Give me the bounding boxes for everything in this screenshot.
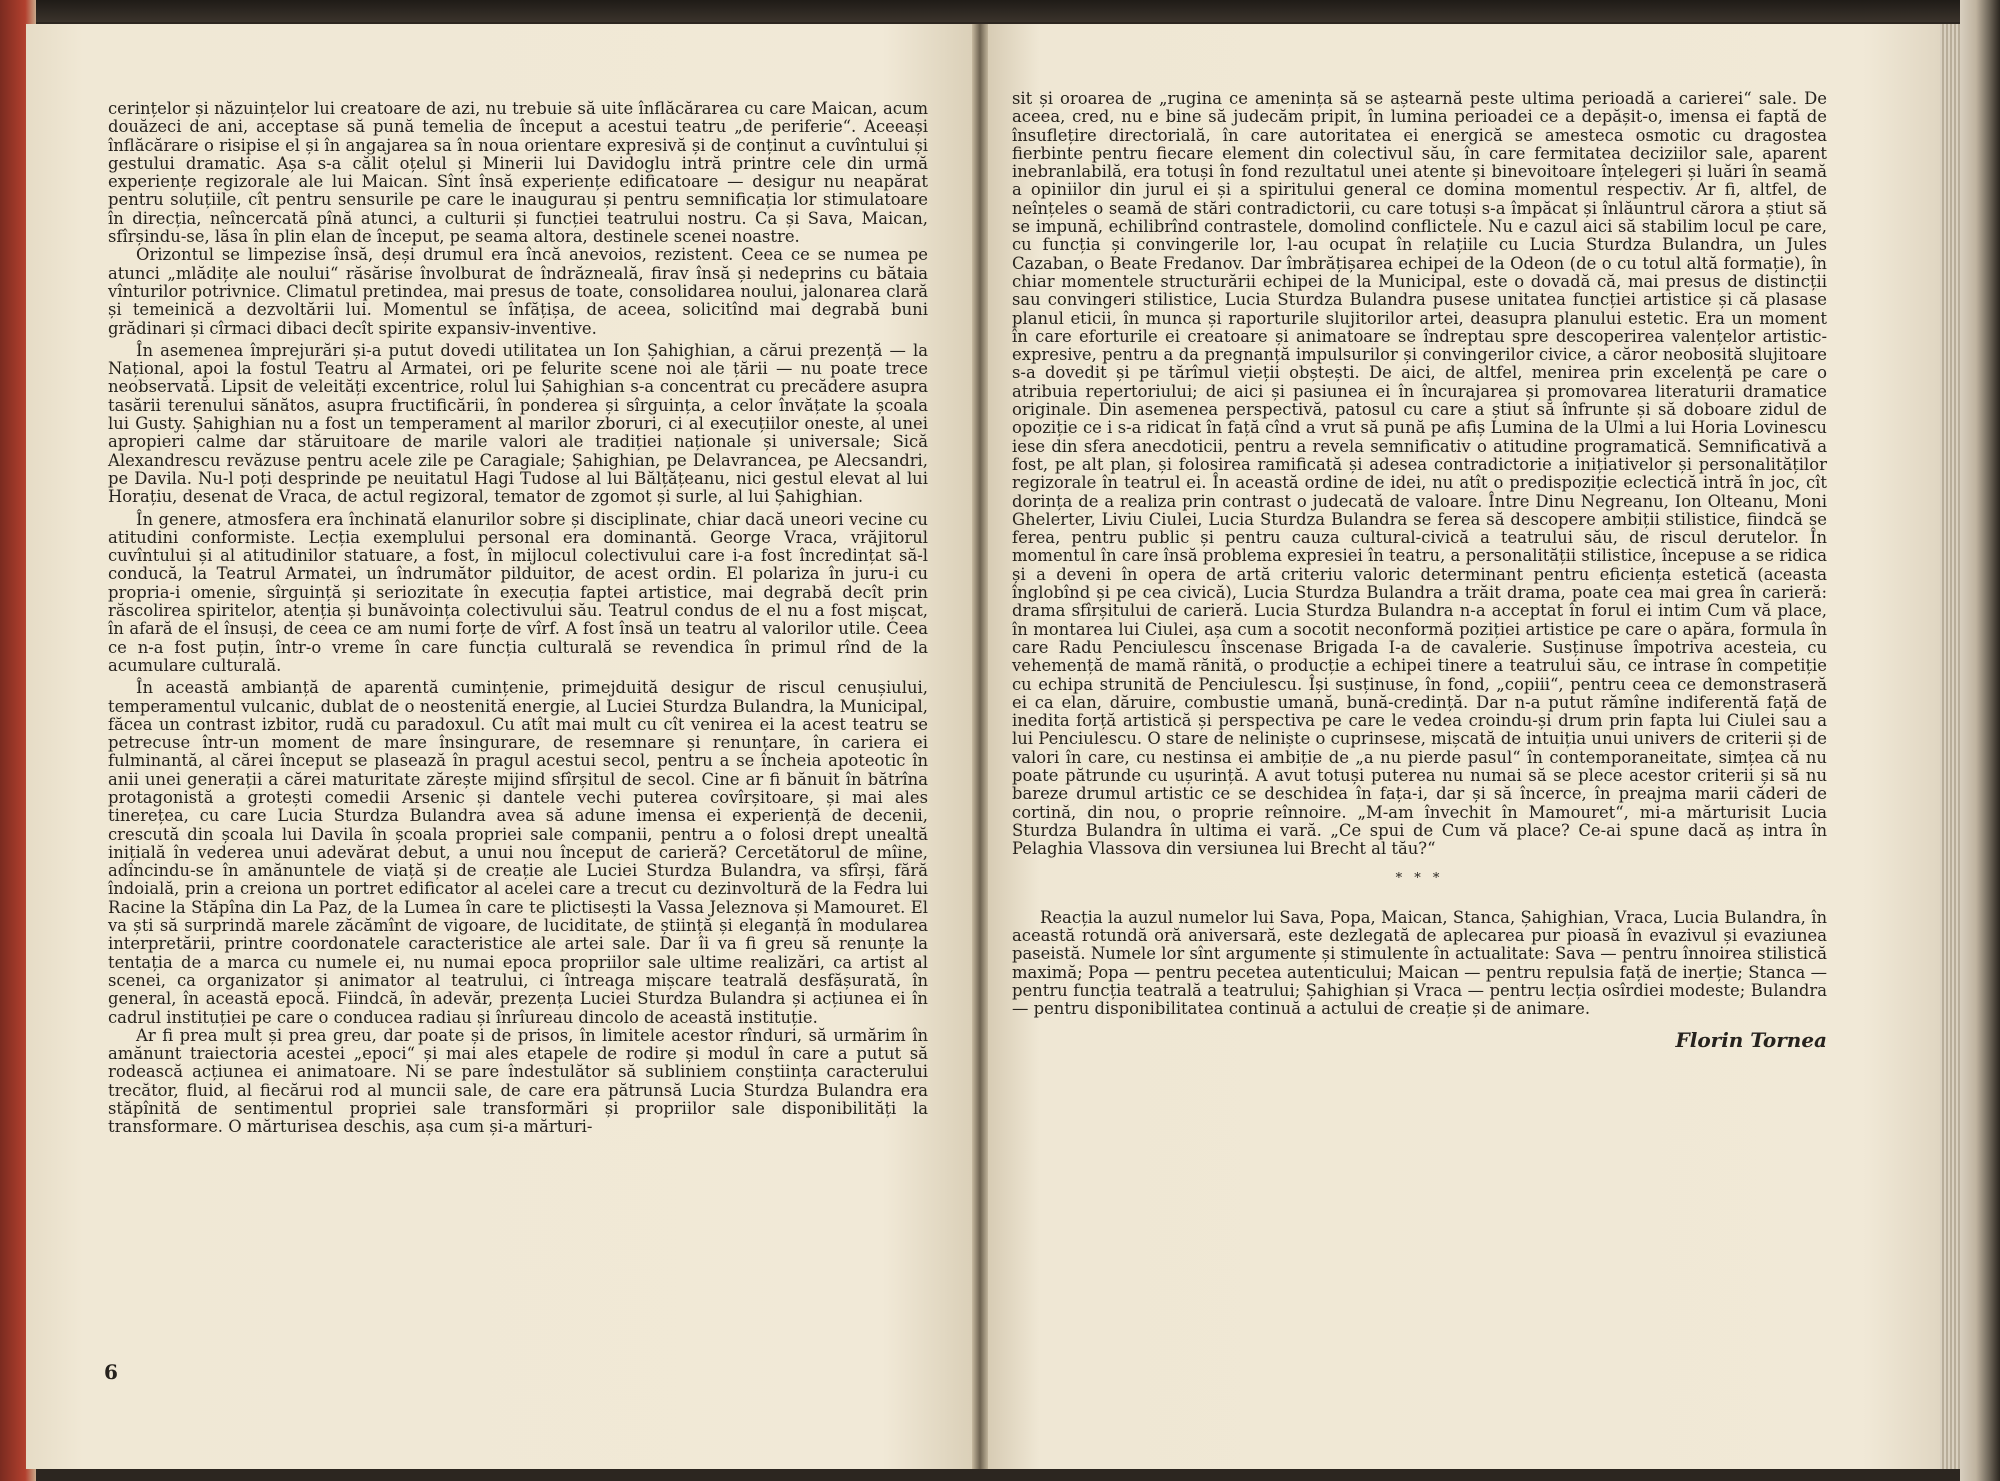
author-signature: Florin Tornea (1675, 1027, 1827, 1052)
right-text-column (1012, 89, 1827, 1052)
paragraph: În genere, atmosfera era închinată elanurilor sobre și disciplinate, chiar dacă uneori vecine cu atitudini conformiste. Lecția exemplului personal era dominantă. George Vraca, vrăjitorul cuvîntului și al atitudinilor statuare, a fost, în mijlocul colectivului care i-a fost încredințat să-l conducă, la Teatrul Armatei, un îndrumător pilduitor, de acest ordin. El polariza în juru-i cu propria-i omenie, sîrguință și seriozitate în execuția faptei artistice, mai degrabă decît prin răscolirea spiritelor, atenția și bunăvoința colectivului său. Teatrul condus de el nu a fost mișcat, în afară de el însuși, de ceea ce am numi forțe de vîrf. A fost însă un teatru al valorilor utile. Ceea ce n-a fost puțin, într-o vreme în care funcția culturală se revendica în primul rînd de la acumulare culturală. (108, 509, 928, 675)
paragraph: sit și oroarea de „rugina ce amenința să se aștearnă peste ultima perioadă a carierei“ sale. De aceea, cred, nu e bine să judecăm pripit, în lumina perioadei ce a depășit-o, imensa ei faptă de însuflețire directorială, în care autoritatea ei energică se amesteca osmotic cu dragostea fierbinte pentru fiecare element din colectivul său, în care fermitatea deciziilor sale, aparent inebranlabilă, era totuși în fond rezultatul unei atente și binevoitoare înțelegeri și luări în seamă a opiniilor din jurul ei și a spiritului general ce domina momentul respectiv. Ar fi, altfel, de neînțeles o seamă de stări contradictorii, cu care totuși s-a împăcat și înlăuntrul cărora a știut să se impună, echilibrînd contrastele, domolind conflictele. Nu e cazul aici să stabilim locul pe care, cu funcția și convingerile lor, l-au ocupat în relațiile cu Lucia Sturdza Bulandra, un Jules Cazaban, o Beate Fredanov. Dar îmbrățișarea echipei de la Odeon (de o cu totul altă formație), în chiar momentele structurării echipei de la Municipal, este o dovadă că, mai presus de distincții sau convingeri stilistice, Lucia Sturdza Bulandra pusese unitatea funcției artistice și că plasase planul eticii, în munca și raporturile slujitorilor artei, deasupra planului estetic. Era un moment în care eforturile ei creatoare și animatoare se îndreptau spre descoperirea valențelor artistic-expresive, pentru a da pregnanță impulsurilor și convingerilor civice, a căror neobosită slujitoare s-a dovedit și pe tărîmul vieții obștești. De aici, de altfel, menirea prin excelență pe care o atribuia repertoriului; de aici și pasiunea ei în încurajarea și promovarea literaturii dramatice originale. Din asemenea perspectivă, patosul cu care a știut să înfrunte și să doboare zidul de opoziție ce i s-a ridicat în față cînd a vrut să pună pe afiș Lumina de la Ulmi a lui Horia Lovinescu iese din sfera anecdoticii, pentru a revela semnificativ o atitudine programatică. Semnificativă a fost, pe alt plan, și folosirea ramificată și adesea contradictorie a inițiativelor și personalităților regizorale în teatrul ei. În această ordine de idei, nu atît o predispoziție eclectică intră în joc, cît dorința de a realiza prin contrast o judecată de valoare. Între Dinu Negreanu, Ion Olteanu, Moni Ghelerter, Liviu Ciulei, Lucia Sturdza Bulandra se ferea să descopere ambiții stilistice, fiindcă se ferea, pentru public și pentru cauza cultural-civică a teatrului său, de riscul derutelor. În momentul în care însă problema expresiei în teatru, a personalității stilistice, începuse a se ridica și a deveni în opera de artă criteriu valoric determinant pentru eficiența estetică (aceasta înglobînd și pe cea civică), Lucia Sturdza Bulandra a trăit drama, poate cea mai grea în carieră: drama sfîrșitului de carieră. Lucia Sturdza Bulandra n-a acceptat în forul ei intim Cum vă place, în montarea lui Ciulei, așa cum a socotit neconformă poziției artistice pe care o apăra, formula în care Radu Penciulescu înscenase Brigada I-a de cavalerie. Susținuse împotriva acesteia, cu vehemență de mamă rănită, o producție a echipei tinere a teatrului său, ce intrase în competiție cu echipa strunită de Penciulescu. Își susținuse, în fond, „copiii“, pentru ceea ce demonstraseră ei ca elan, dăruire, combustie umană, bună-credință. Dar n-a putut rămîne indiferentă față de inedita forță artistică și perspectiva pe care le vedea croindu-și drum prin fapta lui Ciulei sau a lui Penciulescu. O stare de neliniște o cuprinsese, mișcată de intuiția unui univers de criterii și de valori în care, cu nestinsa ei ambiție de „a nu pierde pasul“ în contemporaneitate, simțea că nu poate pătrunde cu ușurință. A avut totuși puterea nu numai să se plece acestor criterii și să nu bareze drumul artistic ce se deschidea în fața-i, dar și să încerce, în preajma marii căderi de cortină, din nou, o proprie reînnoire. „M-am învechit în Mamouret“, mi-a mărturisit Lucia Sturdza Bulandra în ultima ei vară. „Ce spui de Cum vă place? Ce-ai spune dacă aș intra în Pelaghia Vlassova din versiunea lui Brecht al tău?“ (1012, 89, 1827, 859)
cover-top-edge (0, 0, 2000, 22)
section-separator: * * * (1395, 871, 1444, 887)
paragraph: cerințelor și năzuințelor lui creatoare de azi, nu trebuie să uite înflăcărarea cu care Maican, acum douăzeci de ani, acceptase să pună temelia de început a acestui teatru „de periferie“. Aceeași înflăcărare o risipise el și în angajarea sa în noua orientare expresivă și de conținut a cuvîntului și gestului dramatic. Așa s-a călit oțelul și Minerii lui Davidoglu intră printre cele din urmă experiențe regizorale ale lui Maican. Sînt însă experiențe edificatoare — desigur nu neapărat pentru soluțiile, cît pentru sensurile pe care le inaugurau și pentru semnificația lor stimulatoare în direcția, neîncercată pînă atunci, a culturii și funcției teatrului nostru. Ca și Sava, Maican, sfîrșindu-se, lăsa în plin elan de început, pe seama altora, destinele scenei noastre. (108, 99, 928, 247)
paragraph: În această ambianță de aparentă cumințenie, primejduită desigur de riscul cenușiului, temperamentul vulcanic, dublat de o neostenită energie, al Luciei Sturdza Bulandra, la Municipal, făcea un contrast izbitor, rudă cu paradoxul. Cu atît mai mult cu cît venirea ei la acest teatru se petrecuse într-un moment de mare însingurare, de resemnare și renunțare, în cariera ei fulminantă, al cărei început se plasează în pragul acestui secol, pentru a se încheia apoteotic în anii unei generații a cărei maturitate zărește mijind sfîrșitul de secol. Cine ar fi bănuit în bătrîna protagonistă a grotești comedii Arsenic și dantele vechi puterea covîrșitoare, și mai ales tinerețea, cu care Lucia Sturdza Bulandra avea să adune imensa ei experiență de decenii, crescută din școala lui Davila în școala propriei sale companii, pentru a o folosi drept unealtă inițială în vederea unui adevărat debut, a unui nou început de carieră? Cercetătorul de mîine, adîncindu-se în amănuntele de viață și de creație ale Luciei Sturdza Bulandra, va sfîrși, fără îndoială, prin a creiona un portret edificator al acelei care a trecut cu dezinvoltură de la Fedra lui Racine la Stăpîna din La Paz, de la Lumea în care te plictisești la Vassa Jeleznova și Mamouret. El va ști să surprindă marele zăcămînt de vigoare, de luciditate, de știință și eleganță în modularea interpretării, printre coordonatele caracteristice ale artei sale. Dar îi va fi greu să renunțe la tentația de a marca cu numele ei, nu numai epoca propriilor sale ultime realizări, ca artist al scenei, ca organizator și animator al teatrului, ci întreaga mișcare teatrală desfășurată, în general, în această epocă. Fiindcă, în adevăr, prezența Luciei Sturdza Bulandra și acțiunea ei în cadrul instituției pe care o conducea radiau și înrîureau dincolo de această instituție. (108, 678, 928, 1027)
page-number: 6 (104, 1360, 118, 1384)
paragraph: În asemenea împrejurări și-a putut dovedi utilitatea un Ion Șahighian, a cărui prezență — la Național, apoi la fostul Teatru al Armatei, ori pe felurite scene noi ale țării — nu poate trece neobservată. Lipsit de veleități excentrice, rolul lui Șahighian s-a concentrat cu precădere asupra tasării terenului sănătos, asupra fructificării, în ponderea și sîrguința, a celor învățate la școala lui Gusty. Șahighian nu a fost un temperament al marilor zboruri, ci al execuțiilor oneste, al unei apropieri calme dar stăruitoare de marile valori ale tradiției naționale și universale; Sică Alexandrescu revăzuse pentru acele zile pe Caragiale; Șahighian, pe Delavrancea, pe Alecsandri, pe Davila. Nu-l poți desprinde pe neuitatul Hagi Tudose al lui Bălțățeanu, nici gestul elevat al lui Horațiu, desenat de Vraca, de actul regizoral, temator de zgomot și surle, al lui Șahighian. (108, 340, 928, 507)
book-gutter (972, 24, 988, 1469)
paragraph: Reacția la auzul numelor lui Sava, Popa, Maican, Stanca, Șahighian, Vraca, Lucia Bulandra, în această rotundă oră aniversară, este dezlegată de aplecarea pur pioasă în evazivul și evaziunea paseistă. Numele lor sînt argumente și stimulente în actualitate: Sava — pentru înnoirea stilistică maximă; Popa — pentru pecetea autenticului; Maican — pentru repulsia față de inerție; Stanca — pentru funcția teatrală a teatrului; Șahighian și Vraca — pentru lecția osîrdiei modeste; Bulandra — pentru disponibilitatea continuă a actului de creație și de animare. (1012, 907, 1827, 1019)
page-edges (1940, 24, 1960, 1469)
paragraph: Ar fi prea mult și prea greu, dar poate și de prisos, în limitele acestor rînduri, să urmărim în amănunt traiectoria acestei „epoci“ și mai ales etapele de rodire și modul în care a putut să rodească acțiunea ei animatoare. Ni se pare îndestulător să subliniem conștiința caracterului trecător, fluid, al fiecărui rod al muncii sale, de care era pătrunsă Lucia Sturdza Bulandra era stăpînită de sentimentul propriei sale transformări și propriilor sale disponibilități la transformare. O mărturisea deschis, așa cum și-a mărturi- (108, 1025, 928, 1137)
paragraph: Orizontul se limpezise însă, deși drumul era încă anevoios, rezistent. Ceea ce se numea pe atunci „mlădițe ale noului“ răsărise învolburat de îndrăzneală, firav însă și nedeprins cu bătaia vînturilor potrivnice. Climatul pretindea, mai presus de toate, consolidarea noului, jalonarea clară și temeinică a dezvoltării lui. Momentul se înfățișa, de aceea, solicitînd mai degrabă buni grădinari și cîrmaci dibaci decît spirite expansiv-inventive. (108, 245, 928, 338)
cover-right-edge (1960, 0, 2000, 1481)
left-text-column (108, 100, 928, 1137)
